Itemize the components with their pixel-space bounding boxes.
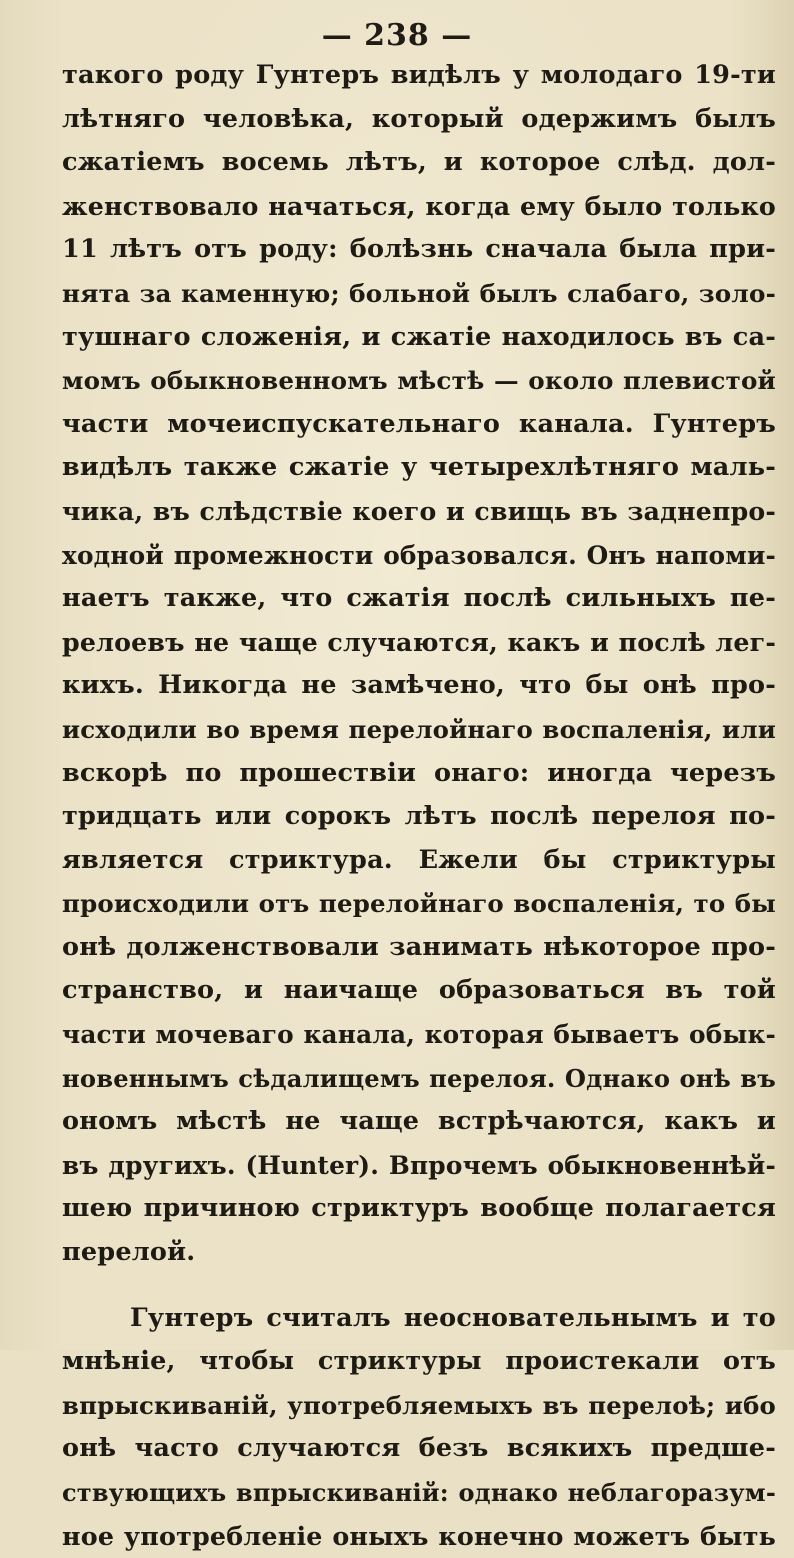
text-line: Гунтеръ считалъ неосновательнымъ и то xyxy=(130,1302,776,1333)
text-line: шею причиною стриктуръ вообще полагается xyxy=(62,1193,776,1224)
text-line: сжатіемъ восемь лѣтъ, и которое слѣд. дол- xyxy=(62,147,776,178)
text-line: происходили отъ перелойнаго воспаленія, то бы xyxy=(62,889,776,919)
text-line: вскорѣ по прошествіи онаго: иногда черезъ xyxy=(62,757,776,788)
text-line: лѣтняго человѣка, который одержимъ былъ xyxy=(62,103,776,134)
text-line: въ другихъ. (Hunter). Впрочемъ обыкновеннѣй- xyxy=(62,1150,776,1180)
text-line: наетъ также, что сжатія послѣ сильныхъ пе- xyxy=(62,583,776,614)
text-line: ходной промежности образовался. Онъ напоми- xyxy=(62,540,776,570)
paragraph-1 xyxy=(62,54,776,1275)
paragraph-gap xyxy=(62,1275,776,1297)
text-line: тридцать или сорокъ лѣтъ послѣ перелоя по- xyxy=(62,801,776,832)
text-line: впрыскиваній, употребляемыхъ въ перелоѣ; ибо xyxy=(62,1390,776,1420)
page-number: — 238 — xyxy=(321,18,473,53)
text-line: онѣ часто случаются безъ всякихъ предше- xyxy=(62,1433,776,1464)
text-line: мнѣніе, чтобы стриктуры проистекали отъ xyxy=(62,1346,776,1377)
text-line: ствующихъ впрыскиваній: однако неблагоразум- xyxy=(62,1478,776,1507)
text-line: тушнаго сложенія, и сжатіе находилось въ са- xyxy=(62,321,776,352)
text-line: видѣлъ также сжатіе у четырехлѣтняго маль- xyxy=(62,452,776,483)
text-line: релоевъ не чаще случаются, какъ и послѣ лег- xyxy=(62,626,776,657)
text-line: части мочеиспускательнаго канала. Гунтеръ xyxy=(62,408,776,439)
text-line: чика, въ слѣдствіе коего и свищь въ заднепро- xyxy=(62,495,776,526)
text-line: перелой. xyxy=(62,1237,196,1268)
text-line: такого роду Гунтеръ видѣлъ у молодаго 19-ти xyxy=(62,60,776,90)
text-line: странство, и наичаще образоваться въ той xyxy=(62,975,776,1006)
body-text xyxy=(62,54,776,1558)
text-line: является стриктура. Ежели бы стриктуры xyxy=(62,844,776,875)
text-line: онѣ долженствовали занимать нѣкоторое про- xyxy=(62,931,776,962)
text-line: момъ обыкновенномъ мѣстѣ — около плевистой xyxy=(62,366,776,396)
text-line: женствовало начаться, когда ему было только xyxy=(62,190,776,221)
text-line: новеннымъ сѣдалищемъ перелоя. Однако онѣ въ xyxy=(62,1063,776,1093)
text-line: части мочеваго канала, которая бываетъ обык- xyxy=(62,1020,776,1050)
paragraph-2 xyxy=(62,1297,776,1558)
text-line: исходили во время перелойнаго воспаленія, или xyxy=(62,714,776,744)
text-line: 11 лѣтъ отъ роду: болѣзнь сначала была при- xyxy=(62,234,776,265)
text-line: нята за каменную; больной былъ слабаго, золо- xyxy=(62,278,776,308)
text-line: ономъ мѣстѣ не чаще встрѣчаются, какъ и xyxy=(62,1106,776,1137)
text-line: ное употребленіе оныхъ конечно можетъ быть xyxy=(62,1520,776,1551)
text-line: кихъ. Никогда не замѣчено, что бы онѣ про- xyxy=(62,670,776,701)
